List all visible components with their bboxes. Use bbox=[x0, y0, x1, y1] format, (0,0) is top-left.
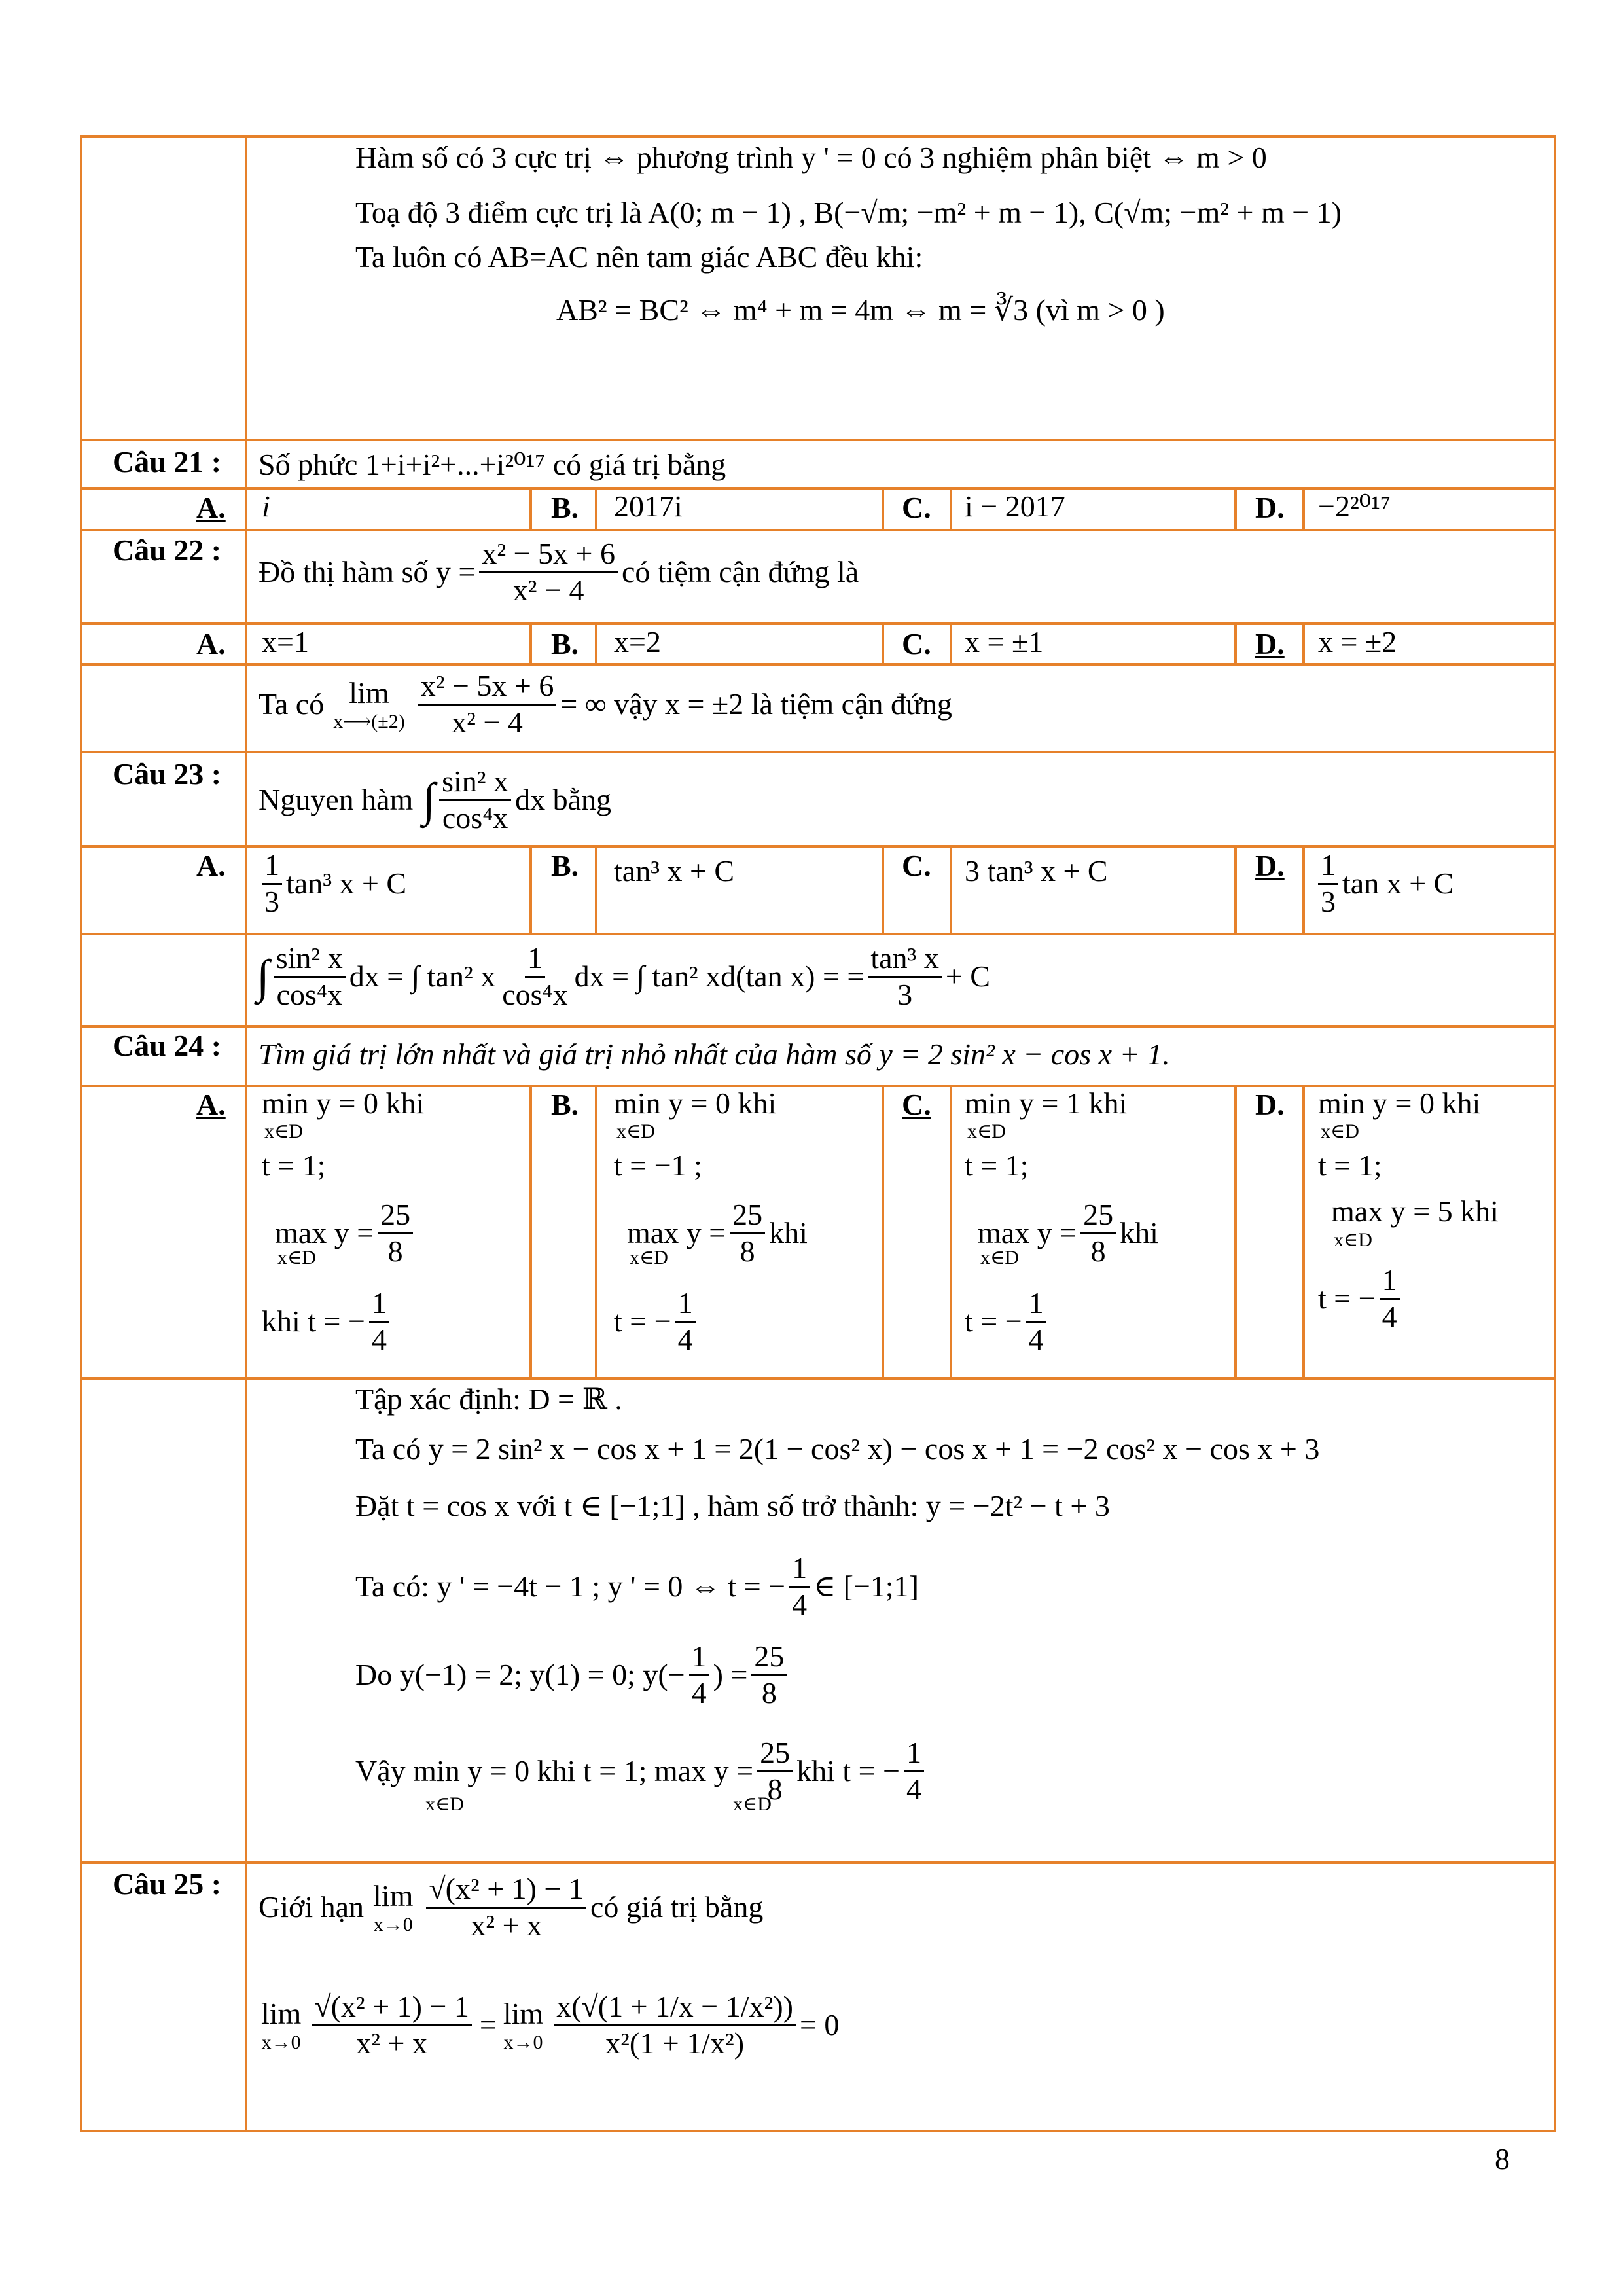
option-expr: tan x + C bbox=[1342, 866, 1454, 900]
column-divider bbox=[882, 487, 884, 529]
fraction-den: cos⁴x bbox=[442, 800, 508, 834]
option-text: min y = 0 khi bbox=[262, 1086, 425, 1120]
option-text bbox=[262, 848, 406, 920]
column-divider bbox=[595, 845, 597, 933]
limit-op: lim bbox=[261, 1996, 302, 2030]
option-sub: x∈D bbox=[277, 1247, 316, 1268]
option-sub: x∈D bbox=[980, 1247, 1019, 1268]
option-key: C. bbox=[902, 491, 931, 524]
option-text: i bbox=[262, 490, 270, 523]
fraction bbox=[479, 537, 618, 608]
stem-text: Đồ thị hàm số y = bbox=[259, 554, 476, 588]
option-expr: khi t = − bbox=[262, 1304, 365, 1338]
fraction-num: 1 bbox=[1380, 1263, 1400, 1300]
column-divider bbox=[950, 487, 952, 529]
fraction-num: 25 bbox=[378, 1198, 413, 1234]
stem-text: dx bằng bbox=[515, 782, 611, 816]
option-key: A. bbox=[196, 1088, 226, 1121]
fraction-num: √(x² + 1) − 1 bbox=[312, 1990, 472, 2026]
page-number: 8 bbox=[1495, 2142, 1510, 2176]
column-divider bbox=[950, 845, 952, 933]
question-label: Câu 25 : bbox=[113, 1867, 222, 1901]
fraction-den: 3 bbox=[897, 977, 913, 1011]
fraction bbox=[426, 1872, 586, 1943]
option-sub: x∈D bbox=[630, 1247, 668, 1268]
option-key: C. bbox=[902, 849, 931, 882]
fraction bbox=[274, 941, 346, 1013]
column-divider bbox=[529, 622, 532, 663]
q22-solution bbox=[259, 669, 952, 740]
fraction-num: 1 bbox=[1026, 1286, 1046, 1323]
option-key: B. bbox=[551, 491, 579, 524]
q20-solution-line: Ta luôn có AB=AC nên tam giác ABC đều khi: bbox=[355, 240, 923, 274]
fraction bbox=[262, 848, 282, 920]
row-divider bbox=[82, 1377, 1554, 1380]
option-text: tan³ x + C bbox=[614, 854, 735, 888]
option-expr: tan³ x + C bbox=[286, 866, 407, 900]
stem-text: có giá trị bằng bbox=[590, 1890, 764, 1924]
limit bbox=[370, 1879, 416, 1936]
question-stem bbox=[259, 1872, 763, 1943]
row-divider bbox=[82, 1861, 1554, 1864]
column-divider bbox=[595, 1085, 597, 1377]
limit-op: lim bbox=[373, 1878, 414, 1912]
option-text bbox=[262, 1286, 393, 1357]
column-divider bbox=[529, 1085, 532, 1377]
row-divider bbox=[82, 529, 1554, 531]
fraction-den: 8 bbox=[740, 1234, 755, 1268]
fraction bbox=[369, 1286, 389, 1357]
fraction bbox=[689, 1640, 709, 1711]
fraction bbox=[904, 1736, 924, 1807]
option-text bbox=[1318, 848, 1454, 920]
option-text: t = 1; bbox=[262, 1149, 326, 1182]
solution-text: = 0 bbox=[799, 2007, 840, 2041]
fraction-num: 1 bbox=[904, 1736, 924, 1772]
option-expr: max y = bbox=[978, 1215, 1077, 1249]
option-expr: t = − bbox=[1318, 1281, 1376, 1315]
solution-text: khi t = − bbox=[796, 1753, 901, 1787]
fraction bbox=[675, 1286, 696, 1357]
limit-sub: x⟶(±2) bbox=[333, 710, 405, 732]
q24-solution-line: Tập xác định: D = ℝ . bbox=[355, 1382, 622, 1416]
fraction bbox=[868, 941, 942, 1013]
question-stem: Số phức 1+i+i²+...+i²⁰¹⁷ có giá trị bằng bbox=[259, 448, 726, 481]
question-stem bbox=[259, 764, 611, 836]
fraction-den: 3 bbox=[1321, 884, 1336, 918]
solution-text: dx = ∫ tan² x bbox=[349, 959, 496, 993]
fraction-den: 4 bbox=[1028, 1322, 1044, 1356]
option-key: B. bbox=[551, 627, 579, 660]
question-label: Câu 21 : bbox=[113, 445, 222, 478]
fraction-num: 1 bbox=[1318, 848, 1338, 885]
column-divider bbox=[1234, 1085, 1237, 1377]
column-divider bbox=[950, 622, 952, 663]
solution-text: Ta có: y ' = −4t − 1 ; y ' = 0 ⇔ t = − bbox=[355, 1569, 786, 1603]
option-key: D. bbox=[1255, 849, 1285, 882]
option-text: x=1 bbox=[262, 625, 309, 658]
fraction-num: 1 bbox=[675, 1286, 696, 1323]
q23-solution bbox=[257, 941, 990, 1013]
fraction-den: 8 bbox=[767, 1772, 783, 1806]
row-divider bbox=[82, 751, 1554, 753]
question-label: Câu 23 : bbox=[113, 757, 222, 791]
column-divider bbox=[595, 622, 597, 663]
option-text bbox=[614, 1286, 700, 1357]
column-divider bbox=[245, 138, 247, 2132]
option-expr: max y = bbox=[275, 1215, 374, 1249]
fraction-num: 1 bbox=[262, 848, 282, 885]
option-text: max y = 5 khi bbox=[1331, 1194, 1499, 1228]
row-divider bbox=[82, 845, 1554, 848]
integral-sign: ∫ bbox=[257, 950, 270, 1003]
fraction-num: 25 bbox=[730, 1198, 765, 1234]
column-divider bbox=[1234, 845, 1237, 933]
option-text: x = ±2 bbox=[1318, 625, 1397, 658]
option-key: D. bbox=[1255, 627, 1285, 660]
option-text: min y = 0 khi bbox=[614, 1086, 777, 1120]
fraction bbox=[1380, 1263, 1400, 1335]
option-text bbox=[965, 1286, 1050, 1357]
fraction-den: 4 bbox=[371, 1322, 387, 1356]
question-label: Câu 24 : bbox=[113, 1029, 222, 1062]
option-text: 2017i bbox=[614, 490, 683, 523]
column-divider bbox=[1302, 845, 1305, 933]
solution-text: Ta có bbox=[259, 687, 325, 721]
option-text: t = 1; bbox=[1318, 1149, 1382, 1182]
q25-solution: lim x→0 $\frac{\text{√(x² + 1) − 1}}{\text{x² + x}}$ = lim x→0 $\frac{\text{x(√(1 + 1/x − 1/x²))}}{\text{x²(1 + 1/x²)}}$ = 0 bbox=[259, 1990, 839, 2061]
option-key: C. bbox=[902, 627, 931, 660]
option-text: i − 2017 bbox=[965, 490, 1065, 523]
limit-sub: x→0 bbox=[503, 2031, 543, 2053]
fraction-den: 4 bbox=[677, 1322, 693, 1356]
stem-text: Nguyen hàm bbox=[259, 782, 414, 816]
option-text bbox=[1318, 1263, 1404, 1335]
option-expr: max y = bbox=[627, 1215, 726, 1249]
fraction-den: x²(1 + 1/x²) bbox=[605, 2026, 745, 2060]
fraction-den: x² − 4 bbox=[512, 573, 584, 607]
fraction-den: 8 bbox=[387, 1234, 403, 1268]
fraction bbox=[1026, 1286, 1046, 1357]
fraction-num: x² − 5x + 6 bbox=[479, 537, 618, 573]
option-key: A. bbox=[196, 627, 226, 660]
option-key: D. bbox=[1255, 1088, 1285, 1121]
fraction-num: √(x² + 1) − 1 bbox=[426, 1872, 586, 1909]
option-key: D. bbox=[1255, 491, 1285, 524]
fraction-den: 4 bbox=[691, 1676, 707, 1710]
fraction-den: x² + x bbox=[356, 2026, 427, 2060]
fraction-den: 4 bbox=[1382, 1299, 1397, 1333]
option-sub: x∈D bbox=[967, 1121, 1006, 1142]
fraction-num: 1 bbox=[369, 1286, 389, 1323]
option-sub: x∈D bbox=[1334, 1229, 1372, 1251]
limit bbox=[501, 1997, 546, 2054]
fraction bbox=[312, 1990, 472, 2061]
solution-text: ∈ [−1;1] bbox=[813, 1569, 919, 1603]
option-text: min y = 0 khi bbox=[1318, 1086, 1481, 1120]
fraction-num: x(√(1 + 1/x − 1/x²)) bbox=[554, 1990, 796, 2026]
option-text: t = −1 ; bbox=[614, 1149, 702, 1182]
solution-text: = ∞ vậy x = ±2 là tiệm cận đứng bbox=[560, 687, 952, 721]
limit-op: lim bbox=[503, 1996, 544, 2030]
fraction-den: cos⁴x bbox=[502, 977, 568, 1011]
fraction-num: 1 bbox=[689, 1640, 709, 1676]
option-expr: t = − bbox=[614, 1304, 671, 1338]
limit-sub: x∈D bbox=[425, 1793, 464, 1815]
column-divider bbox=[595, 487, 597, 529]
fraction-den: x² + x bbox=[471, 1908, 543, 1942]
option-expr: khi bbox=[769, 1215, 808, 1249]
limit bbox=[259, 1997, 304, 2054]
fraction-num: sin² x bbox=[439, 764, 511, 801]
limit bbox=[330, 676, 407, 733]
column-divider bbox=[1302, 487, 1305, 529]
fraction-num: 25 bbox=[1080, 1198, 1116, 1234]
option-expr: t = − bbox=[965, 1304, 1022, 1338]
column-divider bbox=[1234, 487, 1237, 529]
question-label: Câu 22 : bbox=[113, 533, 222, 567]
fraction-den: 4 bbox=[792, 1587, 808, 1621]
fraction bbox=[730, 1198, 765, 1269]
fraction-num: tan³ x bbox=[868, 941, 942, 978]
q24-solution-line: Ta có y = 2 sin² x − cos x + 1 = 2(1 − cos² x) − cos x + 1 = −2 cos² x − cos x + 3 bbox=[355, 1432, 1320, 1465]
fraction-num: x² − 5x + 6 bbox=[418, 669, 557, 706]
q20-solution-line: Toạ độ 3 điểm cực trị là A(0; m − 1) , B(−√m; −m² + m − 1), C(√m; −m² + m − 1) bbox=[355, 196, 1342, 229]
option-sub: x∈D bbox=[1321, 1121, 1359, 1142]
limit-op: lim bbox=[349, 675, 389, 709]
option-key: B. bbox=[551, 1088, 579, 1121]
fraction bbox=[439, 764, 511, 836]
limit-sub: x→0 bbox=[261, 2031, 301, 2053]
stem-text: có tiệm cận đứng là bbox=[622, 554, 859, 588]
fraction bbox=[499, 941, 570, 1013]
column-divider bbox=[950, 1085, 952, 1377]
solution-text: Do y(−1) = 2; y(1) = 0; y(− bbox=[355, 1657, 685, 1691]
integral-sign: ∫ bbox=[422, 773, 436, 826]
fraction-num: 1 bbox=[525, 941, 545, 978]
solution-text: Vậy min y = 0 khi t = 1; max y = bbox=[355, 1753, 754, 1787]
column-divider bbox=[882, 1085, 884, 1377]
option-text: t = 1; bbox=[965, 1149, 1029, 1182]
option-text: x = ±1 bbox=[965, 625, 1044, 658]
option-key: C. bbox=[902, 1088, 931, 1121]
option-key: B. bbox=[551, 849, 579, 882]
fraction-num: 1 bbox=[789, 1551, 810, 1588]
row-divider bbox=[82, 663, 1554, 666]
q24-solution-line: Đặt t = cos x với t ∈ [−1;1] , hàm số trở thành: y = −2t² − t + 3 bbox=[355, 1489, 1110, 1522]
limit-sub: x∈D bbox=[733, 1793, 772, 1815]
fraction bbox=[378, 1198, 413, 1269]
option-text: x=2 bbox=[614, 625, 661, 658]
column-divider bbox=[1302, 1085, 1305, 1377]
fraction-den: 4 bbox=[906, 1772, 922, 1806]
row-divider bbox=[82, 439, 1554, 441]
fraction-num: 25 bbox=[751, 1640, 787, 1676]
option-text: 3 tan³ x + C bbox=[965, 854, 1108, 888]
solution-text: ) = bbox=[713, 1657, 748, 1691]
column-divider bbox=[1302, 622, 1305, 663]
fraction-den: cos⁴x bbox=[276, 977, 342, 1011]
fraction bbox=[751, 1640, 787, 1711]
column-divider bbox=[1234, 622, 1237, 663]
fraction-den: x² − 4 bbox=[452, 705, 523, 739]
stem-text: Giới hạn bbox=[259, 1890, 365, 1924]
fraction bbox=[1318, 848, 1338, 920]
row-divider bbox=[82, 1025, 1554, 1028]
fraction bbox=[1080, 1198, 1116, 1269]
fraction-num: sin² x bbox=[274, 941, 346, 978]
q24-solution-line bbox=[355, 1640, 791, 1711]
fraction bbox=[418, 669, 557, 740]
q20-solution-line: AB² = BC² ⇔ m⁴ + m = 4m ⇔ m = ∛3 (vì m > 0 ) bbox=[556, 293, 1165, 327]
column-divider bbox=[529, 487, 532, 529]
q24-solution-line bbox=[355, 1551, 919, 1623]
option-expr: khi bbox=[1120, 1215, 1158, 1249]
option-text: −2²⁰¹⁷ bbox=[1318, 490, 1391, 523]
fraction-den: 8 bbox=[1090, 1234, 1106, 1268]
option-key: A. bbox=[196, 849, 226, 882]
column-divider bbox=[882, 845, 884, 933]
option-sub: x∈D bbox=[616, 1121, 655, 1142]
solution-text: + C bbox=[945, 959, 990, 993]
fraction bbox=[789, 1551, 810, 1623]
fraction bbox=[554, 1990, 796, 2061]
fraction-num: 25 bbox=[757, 1736, 793, 1772]
question-stem: Tìm giá trị lớn nhất và giá trị nhỏ nhất của hàm số y = 2 sin² x − cos x + 1. bbox=[259, 1037, 1170, 1071]
option-key: A. bbox=[196, 491, 226, 524]
solution-text: dx = ∫ tan² xd(tan x) = = bbox=[574, 959, 865, 993]
column-divider bbox=[529, 845, 532, 933]
row-divider bbox=[82, 933, 1554, 935]
limit-sub: x→0 bbox=[373, 1913, 413, 1935]
fraction-den: 3 bbox=[264, 884, 279, 918]
question-stem bbox=[259, 537, 859, 608]
fraction-den: 8 bbox=[761, 1676, 777, 1710]
option-text: min y = 1 khi bbox=[965, 1086, 1128, 1120]
option-sub: x∈D bbox=[264, 1121, 303, 1142]
column-divider bbox=[882, 622, 884, 663]
q20-solution-line: Hàm số có 3 cực trị ⇔ phương trình y ' = 0 có 3 nghiệm phân biệt ⇔ m > 0 bbox=[355, 141, 1267, 174]
